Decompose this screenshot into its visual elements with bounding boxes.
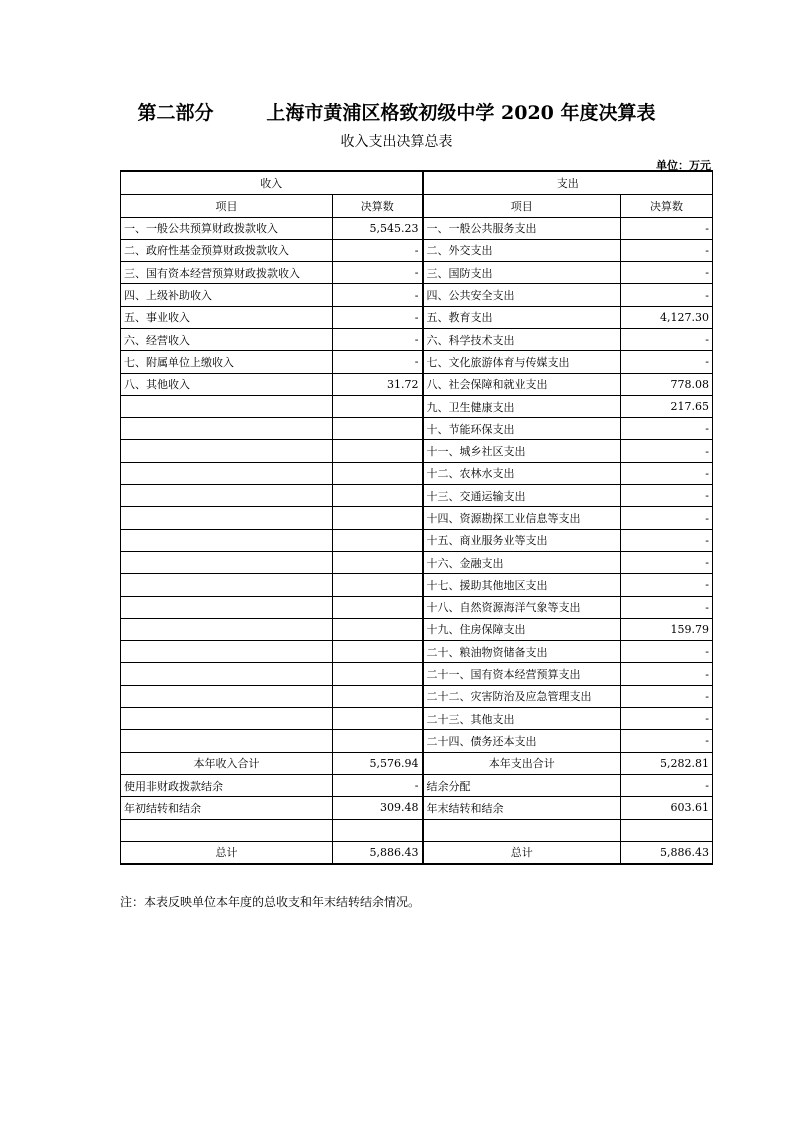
income-item-cell: 四、上级补助收入 — [121, 284, 333, 306]
subtotal-row — [121, 752, 713, 774]
expense-amount-cell: - — [621, 663, 713, 685]
income-item-cell: 本年收入合计 — [121, 752, 333, 774]
income-amount-cell — [333, 730, 423, 752]
income-amount-cell — [333, 418, 423, 440]
table-row — [121, 641, 713, 663]
table-row — [121, 328, 713, 350]
expense-item-cell: 十二、农林水支出 — [423, 462, 621, 484]
income-amount-cell: - — [333, 328, 423, 350]
income-amount-cell: - — [333, 239, 423, 261]
expense-item-cell: 总计 — [423, 841, 621, 863]
expense-item-cell: 八、社会保障和就业支出 — [423, 373, 621, 395]
expense-amount-cell: 778.08 — [621, 373, 713, 395]
income-amount-cell — [333, 708, 423, 730]
expense-amount-cell: 159.79 — [621, 618, 713, 640]
income-item-cell — [121, 663, 333, 685]
expense-item-cell: 三、国防支出 — [423, 262, 621, 284]
expense-amount-cell: - — [621, 685, 713, 707]
expense-item-cell: 二、外交支出 — [423, 239, 621, 261]
table-row — [121, 685, 713, 707]
expense-item-cell: 十九、住房保障支出 — [423, 618, 621, 640]
expense-item-cell: 十七、援助其他地区支出 — [423, 574, 621, 596]
expense-item-cell: 十三、交通运输支出 — [423, 485, 621, 507]
income-amount-cell — [333, 507, 423, 529]
income-amount-cell — [333, 618, 423, 640]
expense-amount-cell: 4,127.30 — [621, 306, 713, 328]
income-amount-cell: - — [333, 774, 423, 796]
income-item-cell — [121, 551, 333, 573]
income-item-cell: 五、事业收入 — [121, 306, 333, 328]
budget-summary-table — [120, 170, 713, 865]
income-amount-cell: - — [333, 306, 423, 328]
income-item-cell: 总计 — [121, 841, 333, 863]
table-row — [121, 485, 713, 507]
expense-amount-cell: - — [621, 730, 713, 752]
expense-amount-cell: - — [621, 596, 713, 618]
table-row — [121, 262, 713, 284]
expense-item-cell: 十、节能环保支出 — [423, 418, 621, 440]
section-header-row — [121, 171, 713, 194]
expense-item-cell: 一、一般公共服务支出 — [423, 217, 621, 239]
expense-item-cell: 本年支出合计 — [423, 752, 621, 774]
expense-amount-cell: - — [621, 284, 713, 306]
expense-amount-cell: - — [621, 217, 713, 239]
expense-amount-cell — [621, 819, 713, 841]
page-title: 第二部分 上海市黄浦区格致初级中学 2020 年度决算表 — [137, 102, 656, 124]
expense-item-cell: 二十一、国有资本经营预算支出 — [423, 663, 621, 685]
table-row — [121, 418, 713, 440]
expense-item-cell: 九、卫生健康支出 — [423, 395, 621, 417]
income-amount-cell — [333, 819, 423, 841]
income-item-cell — [121, 730, 333, 752]
table-row — [121, 284, 713, 306]
income-item-cell: 六、经营收入 — [121, 328, 333, 350]
balance-row — [121, 774, 713, 796]
income-amount-cell: 309.48 — [333, 797, 423, 819]
expense-item-header: 项目 — [423, 194, 621, 217]
expense-amount-cell: - — [621, 440, 713, 462]
expense-amount-cell: - — [621, 351, 713, 373]
expense-amount-cell: - — [621, 462, 713, 484]
income-amount-cell — [333, 395, 423, 417]
income-amount-cell: - — [333, 262, 423, 284]
balance-row — [121, 797, 713, 819]
income-item-cell — [121, 708, 333, 730]
table-row — [121, 730, 713, 752]
balance-row — [121, 819, 713, 841]
table-row — [121, 708, 713, 730]
expense-amount-cell: - — [621, 239, 713, 261]
expense-item-cell — [423, 819, 621, 841]
income-amount-cell — [333, 462, 423, 484]
table-row — [121, 373, 713, 395]
income-item-cell: 使用非财政拨款结余 — [121, 774, 333, 796]
column-header-row — [121, 194, 713, 217]
expense-item-cell: 十六、金融支出 — [423, 551, 621, 573]
income-amount-cell — [333, 596, 423, 618]
income-item-cell — [121, 507, 333, 529]
expense-amount-cell: 217.65 — [621, 395, 713, 417]
expense-item-cell: 结余分配 — [423, 774, 621, 796]
income-amount-cell — [333, 551, 423, 573]
income-header: 收入 — [121, 171, 423, 194]
income-item-header: 项目 — [121, 194, 333, 217]
income-amount-cell — [333, 529, 423, 551]
income-amount-cell: - — [333, 284, 423, 306]
income-amount-cell: 5,545.23 — [333, 217, 423, 239]
table-row — [121, 239, 713, 261]
income-item-cell: 年初结转和结余 — [121, 797, 333, 819]
income-amount-cell — [333, 485, 423, 507]
table-row — [121, 574, 713, 596]
expense-amount-cell: - — [621, 485, 713, 507]
income-item-cell — [121, 395, 333, 417]
income-item-cell — [121, 819, 333, 841]
expense-amount-cell: - — [621, 708, 713, 730]
income-item-cell: 一、一般公共预算财政拨款收入 — [121, 217, 333, 239]
expense-item-cell: 四、公共安全支出 — [423, 284, 621, 306]
expense-item-cell: 二十四、债务还本支出 — [423, 730, 621, 752]
table-row — [121, 618, 713, 640]
expense-item-cell: 五、教育支出 — [423, 306, 621, 328]
income-item-cell — [121, 574, 333, 596]
income-item-cell — [121, 618, 333, 640]
expense-item-cell: 二十二、灾害防治及应急管理支出 — [423, 685, 621, 707]
income-amount-cell — [333, 641, 423, 663]
table-row — [121, 663, 713, 685]
expense-amount-cell: - — [621, 574, 713, 596]
table-row — [121, 351, 713, 373]
income-amount-cell: - — [333, 351, 423, 373]
income-item-cell: 七、附属单位上缴收入 — [121, 351, 333, 373]
income-item-cell: 二、政府性基金预算财政拨款收入 — [121, 239, 333, 261]
income-item-cell — [121, 641, 333, 663]
table-row — [121, 395, 713, 417]
income-item-cell: 三、国有资本经营预算财政拨款收入 — [121, 262, 333, 284]
expense-item-cell: 七、文化旅游体育与传媒支出 — [423, 351, 621, 373]
income-item-cell: 八、其他收入 — [121, 373, 333, 395]
income-amount-cell — [333, 440, 423, 462]
income-amount-cell — [333, 663, 423, 685]
expense-item-cell: 十一、城乡社区支出 — [423, 440, 621, 462]
expense-amount-cell: - — [621, 328, 713, 350]
income-item-cell — [121, 685, 333, 707]
expense-amount-cell: - — [621, 774, 713, 796]
expense-item-cell: 二十、粮油物资储备支出 — [423, 641, 621, 663]
income-item-cell — [121, 418, 333, 440]
income-item-cell — [121, 485, 333, 507]
income-item-cell — [121, 440, 333, 462]
income-amount-cell: 5,886.43 — [333, 841, 423, 863]
table-row — [121, 306, 713, 328]
expense-amount-cell: - — [621, 262, 713, 284]
income-item-cell — [121, 462, 333, 484]
table-row — [121, 217, 713, 239]
income-amount-cell: 5,576.94 — [333, 752, 423, 774]
expense-amount-cell: - — [621, 507, 713, 529]
expense-header: 支出 — [423, 171, 713, 194]
expense-item-cell: 十四、资源勘探工业信息等支出 — [423, 507, 621, 529]
expense-amount-cell: 5,886.43 — [621, 841, 713, 863]
income-amount-header: 决算数 — [333, 194, 423, 217]
expense-item-cell: 十八、自然资源海洋气象等支出 — [423, 596, 621, 618]
expense-amount-cell: - — [621, 641, 713, 663]
expense-item-cell: 十五、商业服务业等支出 — [423, 529, 621, 551]
total-row — [121, 841, 713, 863]
expense-amount-cell: - — [621, 418, 713, 440]
expense-item-cell: 年末结转和结余 — [423, 797, 621, 819]
income-item-cell — [121, 529, 333, 551]
table-row — [121, 507, 713, 529]
table-note: 注：本表反映单位本年度的总收支和年末结转结余情况。 — [120, 895, 421, 909]
table-row — [121, 462, 713, 484]
income-amount-cell — [333, 574, 423, 596]
income-amount-cell: 31.72 — [333, 373, 423, 395]
expense-amount-cell: 603.61 — [621, 797, 713, 819]
table-row — [121, 529, 713, 551]
expense-amount-cell: - — [621, 529, 713, 551]
expense-item-cell: 二十三、其他支出 — [423, 708, 621, 730]
table-row — [121, 551, 713, 573]
unit-label: 单位：万元 — [656, 159, 711, 172]
income-item-cell — [121, 596, 333, 618]
income-amount-cell — [333, 685, 423, 707]
expense-amount-header: 决算数 — [621, 194, 713, 217]
table-title: 收入支出决算总表 — [340, 134, 453, 150]
expense-item-cell: 六、科学技术支出 — [423, 328, 621, 350]
table-row — [121, 596, 713, 618]
expense-amount-cell: - — [621, 551, 713, 573]
table-row — [121, 440, 713, 462]
expense-amount-cell: 5,282.81 — [621, 752, 713, 774]
